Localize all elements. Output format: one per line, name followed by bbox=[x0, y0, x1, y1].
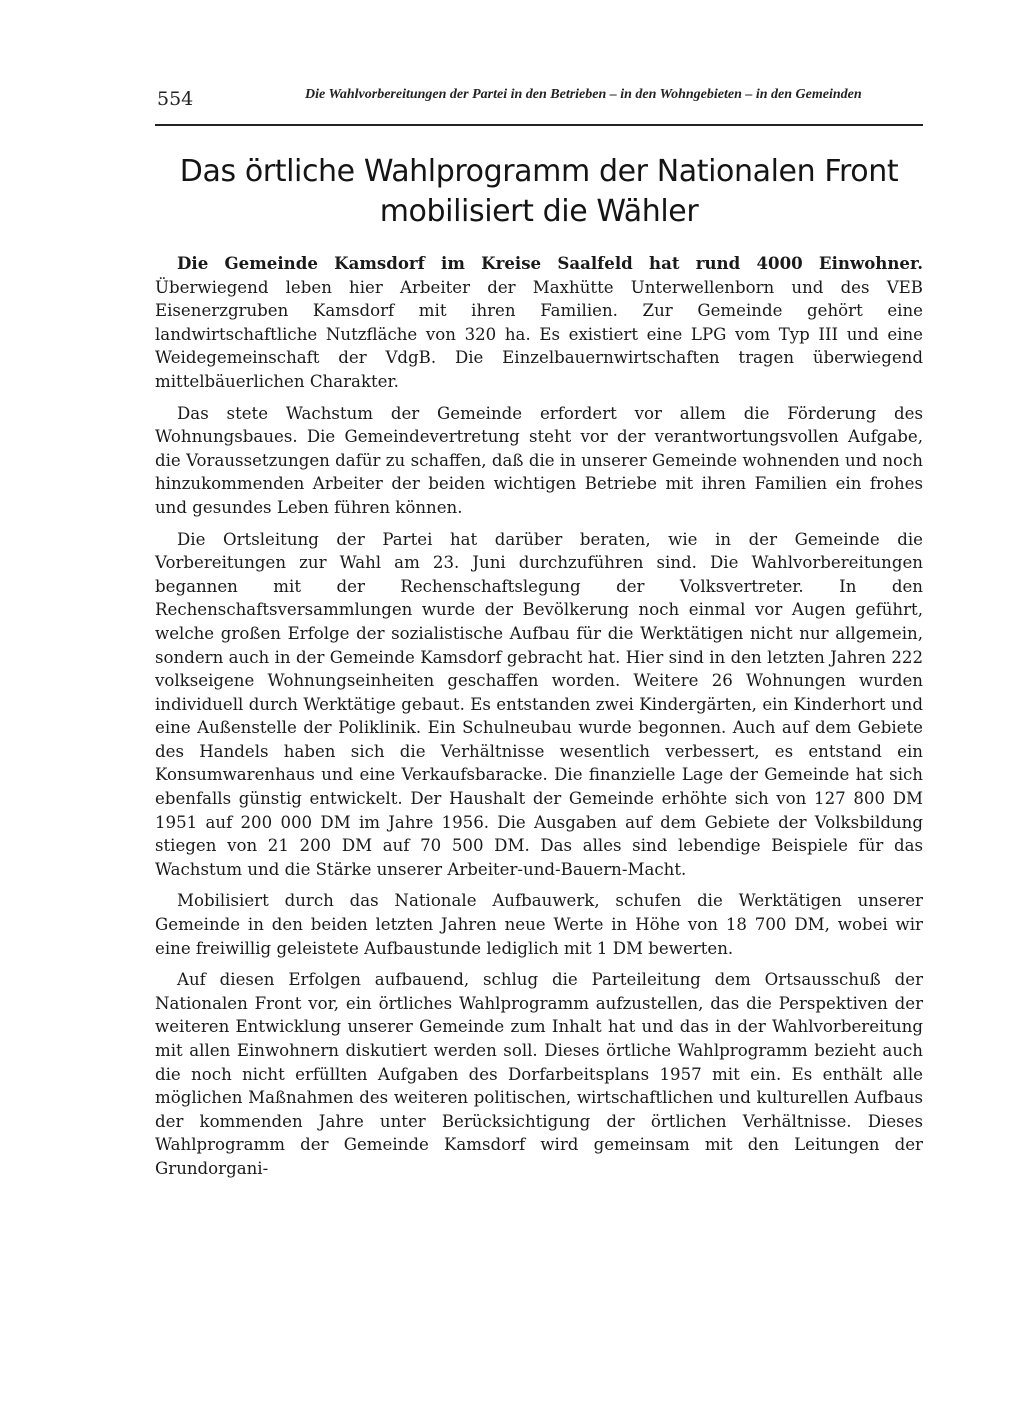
paragraph-1 bbox=[155, 252, 923, 394]
paragraph-4: Mobilisiert durch das Nationale Aufbauwerk, schufen die Werktätigen unserer Gemeinde in den beiden letzten Jahren neue Werte in Höhe von 18 700 DM, wobei wir eine freiwillig geleistete Aufbaustunde lediglich mit 1 DM bewerten. bbox=[155, 891, 923, 958]
page-header bbox=[155, 84, 923, 126]
running-head: Die Wahlvorbereitungen der Partei in den Betrieben – in den Wohngebieten – in den Gemeinden bbox=[305, 87, 862, 102]
article-body bbox=[155, 252, 923, 1189]
page-number: 554 bbox=[157, 88, 194, 110]
paragraph-5: Auf diesen Erfolgen aufbauend, schlug die Parteileitung dem Ortsausschuß der Nationalen Front vor, ein örtliches Wahlprogramm aufzustellen, das die Perspektiven der weiteren Entwicklung unserer Gemeinde zum Inhalt hat und das in der Wahlvorbereitung mit allen Einwohnern diskutiert werden soll. Dieses örtliche Wahlprogramm bezieht auch die noch nicht erfüllten Aufgaben des Dorfarbeitsplans 1957 mit ein. Es enthält alle möglichen Maßnahmen des weiteren politischen, wirtschaftlichen und kulturellen Aufbaus der kommenden Jahre unter Berücksichtigung der örtlichen Verhältnisse. Dieses Wahlprogramm der Gemeinde Kamsdorf wird gemeinsam mit den Leitungen der Grundorgani- bbox=[155, 970, 923, 1178]
paragraph-2: Das stete Wachstum der Gemeinde erfordert vor allem die Förderung des Wohnungsbaues. Die Gemeindevertretung steht vor der verantwortungsvollen Aufgabe, die Voraussetzungen dafür zu schaffen, daß die in unserer Gemeinde wohnenden und noch hinzukommenden Arbeiter der beiden wichtigen Betriebe mit ihren Familien ein frohes und gesundes Leben führen können. bbox=[155, 403, 923, 517]
paragraph-3: Die Ortsleitung der Partei hat darüber beraten, wie in der Gemeinde die Vorbereitungen zur Wahl am 23. Juni durchzuführen sind. Die Wahlvorbereitungen begannen mit der Rechenschaftslegung der Volksvertreter. In den Rechenschaftsversammlungen wurde der Bevölkerung noch einmal vor Augen geführt, welche großen Erfolge der sozialistische Aufbau für die Werktätigen nicht nur allgemein, sondern auch in der Gemeinde Kamsdorf gebracht hat. Hier sind in den letzten Jahren 222 volkseigene Wohnungseinheiten geschaffen worden. Weitere 26 Wohnungen wurden individuell durch Werktätige gebaut. Es entstanden zwei Kindergärten, ein Kinderhort und eine Außenstelle der Poliklinik. Ein Schulneubau wurde begonnen. Auch auf dem Gebiete des Handels haben sich die Verhältnisse wesentlich verbessert, es entstand ein Konsumwarenhaus und eine Verkaufsbaracke. Die finanzielle Lage der Gemeinde hat sich ebenfalls günstig entwickelt. Der Haushalt der Gemeinde erhöhte sich von 127 800 DM 1951 auf 200 000 DM im Jahre 1956. Die Ausgaben auf dem Gebiete der Volksbildung stiegen von 21 200 DM auf 70 500 DM. Das alles sind lebendige Beispiele für das Wachstum und die Stärke unserer Arbeiter-und-Bauern-Macht. bbox=[155, 529, 923, 879]
article-title-line-2: mobilisiert die Wähler bbox=[379, 194, 699, 229]
paragraph-1-rest: Überwiegend leben hier Arbeiter der Maxhütte Unterwellenborn und des VEB Eisenerzgruben Kamsdorf mit ihren Familien. Zur Gemeinde gehört eine landwirtschaftliche Nutzfläche von 320 ha. Es existiert eine LPG vom Typ III und eine Weidegemeinschaft der VdgB. Die Einzelbauernwirtschaften tragen überwiegend mittelbäuerlichen Charakter. bbox=[155, 277, 923, 391]
paragraph-1-lead: Die Gemeinde Kamsdorf im Kreise Saalfeld hat rund 4000 Einwohner. bbox=[177, 253, 923, 273]
article-title bbox=[155, 152, 923, 232]
article-title-line-1: Das örtliche Wahlprogramm der Nationalen Front bbox=[179, 154, 899, 189]
